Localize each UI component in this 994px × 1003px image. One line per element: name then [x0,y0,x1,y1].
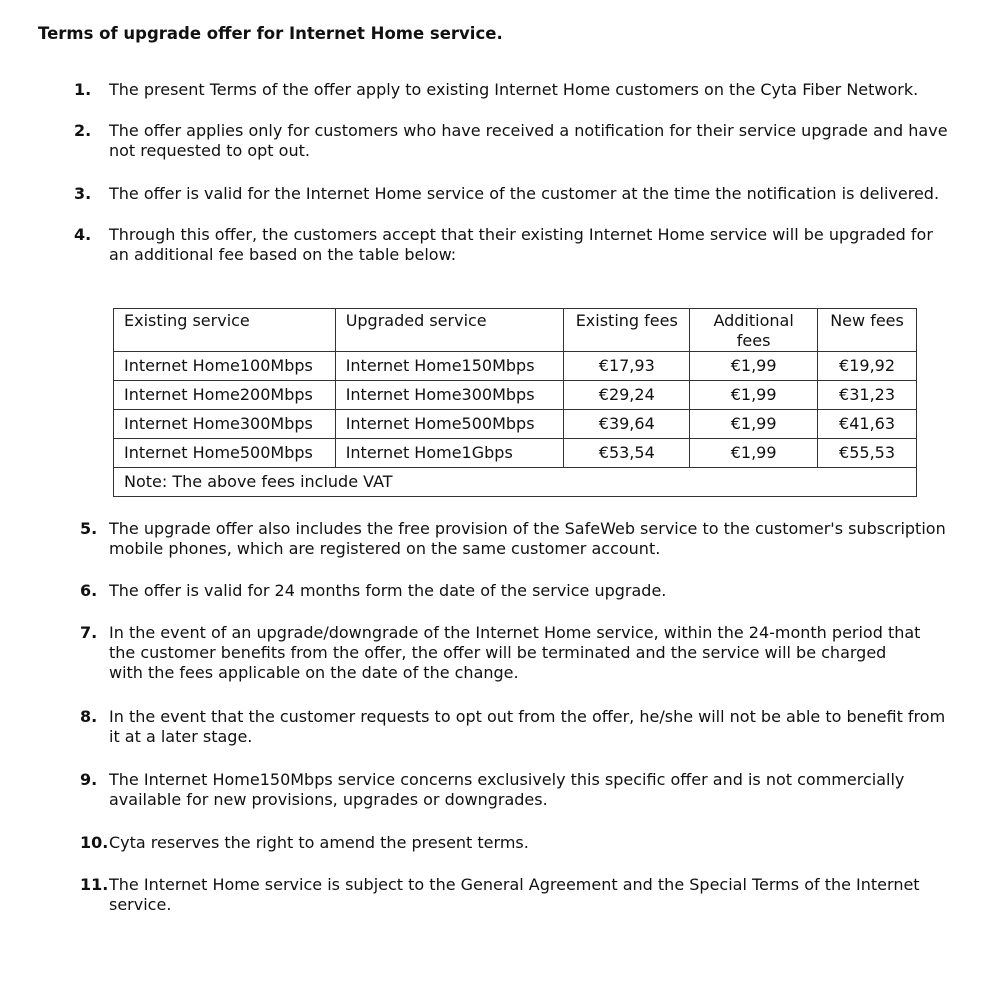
term-text: The Internet Home service is subject to the General Agreement and the Special Terms of the Internet service. [109,875,920,914]
fee-table-header-row [114,309,917,352]
upgraded-service-cell: Internet Home1Gbps [335,439,564,468]
term-number: 11. [80,875,109,894]
new-fee-cell: €55,53 [818,439,917,468]
additional-fee-cell: €1,99 [690,410,818,439]
term-number: 3. [74,184,92,203]
term-number: 10. [80,833,109,852]
header-additional-fees: Additional fees [690,309,818,352]
new-fee-cell: €19,92 [818,352,917,381]
term-text: In the event that the customer requests to opt out from the offer, he/she will not be able to benefit from it at a later stage. [109,707,946,746]
term-text: Cyta reserves the right to amend the present terms. [109,833,529,852]
new-fee-cell: €41,63 [818,410,917,439]
additional-fee-cell: €1,99 [690,381,818,410]
term-number: 7. [80,623,98,642]
existing-service-cell: Internet Home300Mbps [114,410,336,439]
existing-fee-cell: €17,93 [564,352,690,381]
term-text: The upgrade offer also includes the free provision of the SafeWeb service to the customer's subscription mobile phones, which are registered on the same customer account. [109,519,946,558]
term-text: The offer applies only for customers who have received a notification for their service upgrade and have not requested to opt out. [109,121,948,160]
vat-note: Note: The above fees include VAT [114,468,917,497]
upgraded-service-cell: Internet Home500Mbps [335,410,564,439]
header-upgraded-service: Upgraded service [335,309,564,352]
upgraded-service-cell: Internet Home300Mbps [335,381,564,410]
term-number: 2. [74,121,92,140]
existing-service-cell: Internet Home500Mbps [114,439,336,468]
table-row [114,352,917,381]
existing-fee-cell: €53,54 [564,439,690,468]
new-fee-cell: €31,23 [818,381,917,410]
existing-fee-cell: €39,64 [564,410,690,439]
header-new-fees: New fees [818,309,917,352]
term-number: 9. [80,770,98,789]
table-note-row [114,468,917,497]
page-title: Terms of upgrade offer for Internet Home service. [38,24,503,43]
table-row [114,410,917,439]
existing-service-cell: Internet Home100Mbps [114,352,336,381]
term-number: 4. [74,225,92,244]
term-text: The offer is valid for the Internet Home service of the customer at the time the notification is delivered. [109,184,940,203]
term-number: 6. [80,581,98,600]
fee-table [113,308,917,497]
existing-fee-cell: €29,24 [564,381,690,410]
term-text: In the event of an upgrade/downgrade of the Internet Home service, within the 24-month period that the customer benefits from the offer, the offer will be terminated and the service will be charged with the fees applicable on the date of the change. [109,623,921,682]
header-existing-service: Existing service [114,309,336,352]
additional-fee-cell: €1,99 [690,439,818,468]
term-text: The offer is valid for 24 months form the date of the service upgrade. [109,581,667,600]
term-text: Through this offer, the customers accept that their existing Internet Home service will be upgraded for an additional fee based on the table below: [109,225,933,264]
term-number: 1. [74,80,92,99]
term-number: 8. [80,707,98,726]
table-row [114,381,917,410]
term-number: 5. [80,519,98,538]
term-text: The Internet Home150Mbps service concerns exclusively this specific offer and is not commercially available for new provisions, upgrades or downgrades. [109,770,905,809]
existing-service-cell: Internet Home200Mbps [114,381,336,410]
term-text: The present Terms of the offer apply to existing Internet Home customers on the Cyta Fiber Network. [109,80,919,99]
table-row [114,439,917,468]
upgraded-service-cell: Internet Home150Mbps [335,352,564,381]
additional-fee-cell: €1,99 [690,352,818,381]
header-existing-fees: Existing fees [564,309,690,352]
